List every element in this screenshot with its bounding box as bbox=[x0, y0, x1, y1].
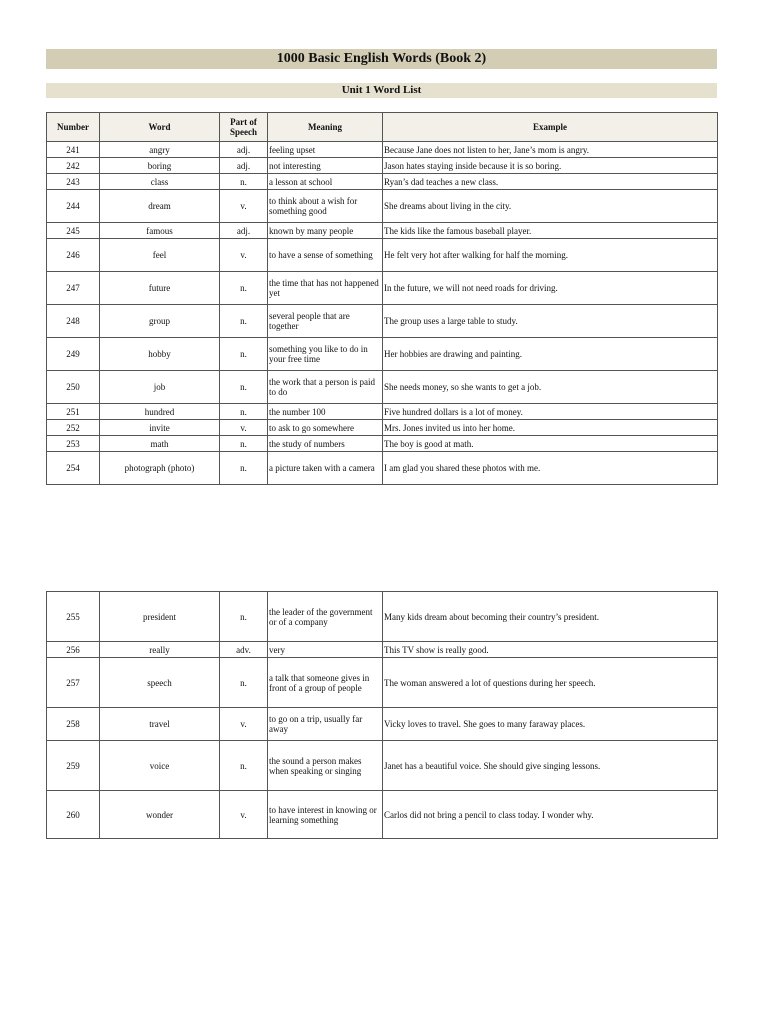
cell-example: I am glad you shared these photos with me. bbox=[383, 452, 718, 485]
cell-word: boring bbox=[100, 158, 220, 174]
table-row bbox=[47, 420, 718, 436]
cell-meaning: the leader of the government or of a company bbox=[268, 592, 383, 642]
cell-part-of-speech: n. bbox=[220, 436, 268, 452]
cell-part-of-speech: v. bbox=[220, 239, 268, 272]
table-row bbox=[47, 305, 718, 338]
cell-word: voice bbox=[100, 741, 220, 791]
table-row bbox=[47, 239, 718, 272]
table-row bbox=[47, 708, 718, 741]
cell-example: Because Jane does not listen to her, Jane’s mom is angry. bbox=[383, 142, 718, 158]
cell-meaning: to have interest in knowing or learning something bbox=[268, 791, 383, 839]
cell-meaning: to think about a wish for something good bbox=[268, 190, 383, 223]
word-table-2-body bbox=[47, 592, 718, 839]
cell-part-of-speech: adj. bbox=[220, 142, 268, 158]
cell-meaning: a picture taken with a camera bbox=[268, 452, 383, 485]
cell-example: Mrs. Jones invited us into her home. bbox=[383, 420, 718, 436]
cell-word: travel bbox=[100, 708, 220, 741]
cell-part-of-speech: n. bbox=[220, 658, 268, 708]
cell-example: In the future, we will not need roads for driving. bbox=[383, 272, 718, 305]
cell-word: wonder bbox=[100, 791, 220, 839]
cell-meaning: the sound a person makes when speaking or singing bbox=[268, 741, 383, 791]
cell-number: 260 bbox=[47, 791, 100, 839]
table-row bbox=[47, 272, 718, 305]
cell-example: She dreams about living in the city. bbox=[383, 190, 718, 223]
cell-number: 259 bbox=[47, 741, 100, 791]
cell-example: Janet has a beautiful voice. She should give singing lessons. bbox=[383, 741, 718, 791]
header-example: Example bbox=[383, 113, 718, 142]
cell-part-of-speech: n. bbox=[220, 272, 268, 305]
cell-meaning: feeling upset bbox=[268, 142, 383, 158]
cell-word: famous bbox=[100, 223, 220, 239]
table-row bbox=[47, 592, 718, 642]
cell-word: feel bbox=[100, 239, 220, 272]
cell-meaning: the time that has not happened yet bbox=[268, 272, 383, 305]
cell-number: 241 bbox=[47, 142, 100, 158]
cell-part-of-speech: v. bbox=[220, 708, 268, 741]
table-row bbox=[47, 371, 718, 404]
header-word: Word bbox=[100, 113, 220, 142]
cell-word: job bbox=[100, 371, 220, 404]
cell-number: 250 bbox=[47, 371, 100, 404]
cell-example: Her hobbies are drawing and painting. bbox=[383, 338, 718, 371]
cell-example: She needs money, so she wants to get a job. bbox=[383, 371, 718, 404]
document-title: 1000 Basic English Words (Book 2) bbox=[46, 49, 717, 69]
table-row bbox=[47, 436, 718, 452]
cell-meaning: the number 100 bbox=[268, 404, 383, 420]
cell-part-of-speech: n. bbox=[220, 592, 268, 642]
cell-number: 247 bbox=[47, 272, 100, 305]
cell-number: 242 bbox=[47, 158, 100, 174]
cell-word: class bbox=[100, 174, 220, 190]
cell-number: 246 bbox=[47, 239, 100, 272]
unit-title: Unit 1 Word List bbox=[46, 83, 717, 98]
cell-word: really bbox=[100, 642, 220, 658]
cell-part-of-speech: adj. bbox=[220, 158, 268, 174]
cell-meaning: known by many people bbox=[268, 223, 383, 239]
cell-word: president bbox=[100, 592, 220, 642]
cell-number: 258 bbox=[47, 708, 100, 741]
cell-example: He felt very hot after walking for half the morning. bbox=[383, 239, 718, 272]
cell-word: hundred bbox=[100, 404, 220, 420]
cell-word: invite bbox=[100, 420, 220, 436]
table-row bbox=[47, 338, 718, 371]
cell-example: Ryan’s dad teaches a new class. bbox=[383, 174, 718, 190]
table-row bbox=[47, 142, 718, 158]
cell-number: 251 bbox=[47, 404, 100, 420]
header-meaning: Meaning bbox=[268, 113, 383, 142]
cell-part-of-speech: n. bbox=[220, 305, 268, 338]
table-row bbox=[47, 642, 718, 658]
cell-meaning: very bbox=[268, 642, 383, 658]
cell-example: The kids like the famous baseball player. bbox=[383, 223, 718, 239]
cell-part-of-speech: n. bbox=[220, 404, 268, 420]
cell-word: photograph (photo) bbox=[100, 452, 220, 485]
cell-part-of-speech: n. bbox=[220, 452, 268, 485]
header-number: Number bbox=[47, 113, 100, 142]
cell-word: dream bbox=[100, 190, 220, 223]
cell-example: The boy is good at math. bbox=[383, 436, 718, 452]
cell-number: 245 bbox=[47, 223, 100, 239]
cell-number: 257 bbox=[47, 658, 100, 708]
table-row bbox=[47, 658, 718, 708]
cell-example: Jason hates staying inside because it is so boring. bbox=[383, 158, 718, 174]
cell-number: 249 bbox=[47, 338, 100, 371]
table-row bbox=[47, 791, 718, 839]
table-row bbox=[47, 404, 718, 420]
cell-meaning: several people that are together bbox=[268, 305, 383, 338]
cell-word: math bbox=[100, 436, 220, 452]
cell-part-of-speech: adv. bbox=[220, 642, 268, 658]
cell-part-of-speech: v. bbox=[220, 420, 268, 436]
word-table-1 bbox=[46, 112, 718, 485]
cell-word: angry bbox=[100, 142, 220, 158]
cell-number: 252 bbox=[47, 420, 100, 436]
cell-part-of-speech: n. bbox=[220, 174, 268, 190]
cell-number: 255 bbox=[47, 592, 100, 642]
cell-meaning: something you like to do in your free time bbox=[268, 338, 383, 371]
cell-part-of-speech: n. bbox=[220, 338, 268, 371]
cell-example: Five hundred dollars is a lot of money. bbox=[383, 404, 718, 420]
cell-number: 254 bbox=[47, 452, 100, 485]
cell-part-of-speech: v. bbox=[220, 190, 268, 223]
cell-meaning: a talk that someone gives in front of a group of people bbox=[268, 658, 383, 708]
cell-word: hobby bbox=[100, 338, 220, 371]
table-row bbox=[47, 452, 718, 485]
cell-number: 253 bbox=[47, 436, 100, 452]
table-row bbox=[47, 190, 718, 223]
header-part-of-speech: Part of Speech bbox=[220, 113, 268, 142]
cell-meaning: to have a sense of something bbox=[268, 239, 383, 272]
cell-example: The group uses a large table to study. bbox=[383, 305, 718, 338]
cell-part-of-speech: n. bbox=[220, 741, 268, 791]
cell-meaning: to go on a trip, usually far away bbox=[268, 708, 383, 741]
cell-example: Vicky loves to travel. She goes to many faraway places. bbox=[383, 708, 718, 741]
table-row bbox=[47, 174, 718, 190]
word-table-2 bbox=[46, 591, 718, 839]
cell-part-of-speech: adj. bbox=[220, 223, 268, 239]
cell-part-of-speech: n. bbox=[220, 371, 268, 404]
cell-word: group bbox=[100, 305, 220, 338]
table-row bbox=[47, 741, 718, 791]
table-row bbox=[47, 223, 718, 239]
cell-meaning: the work that a person is paid to do bbox=[268, 371, 383, 404]
cell-meaning: to ask to go somewhere bbox=[268, 420, 383, 436]
cell-word: future bbox=[100, 272, 220, 305]
table-header-row bbox=[47, 113, 718, 142]
cell-meaning: the study of numbers bbox=[268, 436, 383, 452]
cell-example: The woman answered a lot of questions during her speech. bbox=[383, 658, 718, 708]
cell-number: 244 bbox=[47, 190, 100, 223]
cell-number: 243 bbox=[47, 174, 100, 190]
cell-example: Many kids dream about becoming their country’s president. bbox=[383, 592, 718, 642]
cell-meaning: a lesson at school bbox=[268, 174, 383, 190]
cell-number: 256 bbox=[47, 642, 100, 658]
cell-part-of-speech: v. bbox=[220, 791, 268, 839]
cell-meaning: not interesting bbox=[268, 158, 383, 174]
cell-example: Carlos did not bring a pencil to class today. I wonder why. bbox=[383, 791, 718, 839]
table-row bbox=[47, 158, 718, 174]
cell-word: speech bbox=[100, 658, 220, 708]
word-table-1-body bbox=[47, 142, 718, 485]
cell-example: This TV show is really good. bbox=[383, 642, 718, 658]
cell-number: 248 bbox=[47, 305, 100, 338]
